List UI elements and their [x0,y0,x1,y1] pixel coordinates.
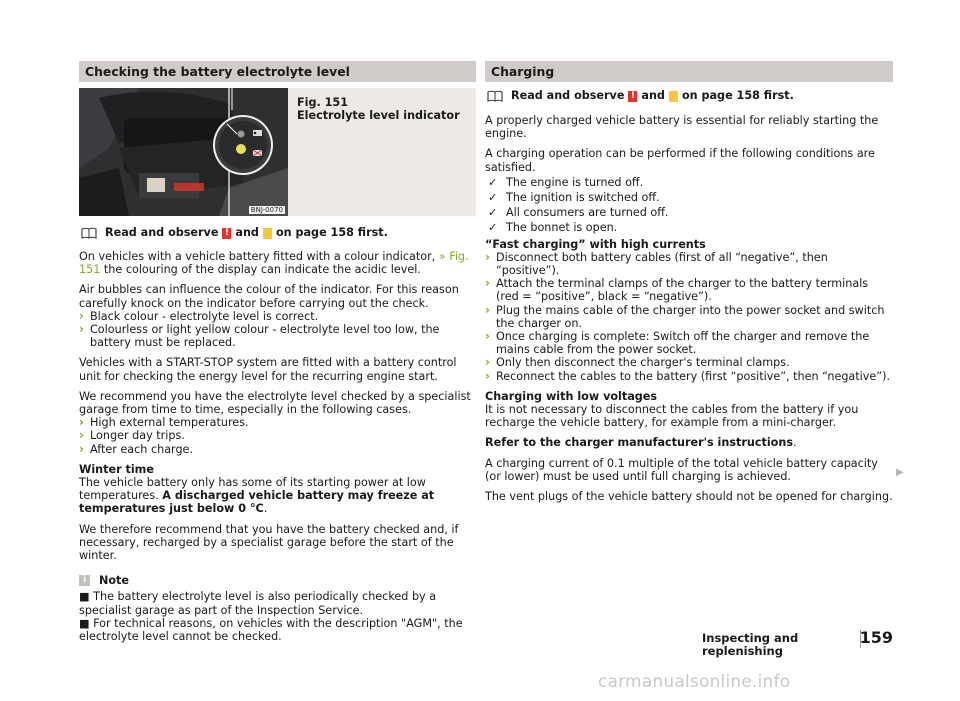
right-body [485,114,893,503]
note-heading [79,574,476,587]
intro-paragraph: A properly charged vehicle battery is essential for reliably starting the engine. [485,114,879,141]
winter-recommend-paragraph: We therefore recommend that you have the battery checked and, if necessary, recharged by a specialist garage before the start of the winter. [79,522,459,563]
chevron-right-icon: › [485,355,490,370]
note-item-text: For technical reasons, on vehicles with the description "AGM", the electrolyte level cannot be checked. [79,616,463,644]
checkmark-icon: ✓ [488,175,498,189]
list-item-text: The bonnet is open. [506,221,618,235]
list-item-text: The ignition is switched off. [506,191,660,205]
book-icon [81,227,97,239]
intro-paragraph [79,250,476,276]
list-item [79,443,476,456]
read-observe-prefix: Read and observe [511,89,625,103]
note-item-text: The battery electrolyte level is also periodically checked by a specialist garage as part of the Inspection Service. [79,590,437,617]
list-item [79,310,476,323]
list-item-text: Only then disconnect the charger's terminal clamps. [496,356,790,370]
read-observe-and: and [235,226,259,240]
left-column [79,61,476,643]
list-item [485,251,893,277]
figure-title: Electrolyte level indicator [297,109,460,122]
chevron-right-icon: › [79,428,84,443]
refer-text: Refer to the charger manufacturer's instructions [485,436,793,450]
left-body [79,250,476,643]
list-item-text: Colourless or light yellow colour - electrolyte level too low, the battery must be replaced. [90,323,440,350]
read-observe-suffix: on page 158 first. [681,89,794,103]
note-item: ■ For technical reasons, on vehicles with the description "AGM", the electrolyte level cannot be checked. [79,616,463,644]
note-icon: i [79,575,90,586]
chevron-right-icon: › [79,308,84,323]
caution-icon[interactable]: ! [263,228,272,239]
list-item [79,429,476,442]
caution-icon[interactable]: ! [669,91,678,102]
read-observe-and: and [641,89,665,103]
chevron-right-icon: › [485,368,490,383]
read-observe-prefix: Read and observe [105,226,219,240]
chevron-right-icon: › [485,276,490,291]
section-title: Checking the battery electrolyte level [79,61,476,82]
refer-end: . [792,436,797,450]
chevron-right-icon: › [79,441,84,456]
conditions-intro: A charging operation can be performed if the following conditions are satisfied. [485,147,875,174]
list-item [485,176,893,189]
list-item-text: High external temperatures. [90,416,249,430]
list-item-text: Black colour - electrolyte level is correct. [90,309,319,323]
list-item-text: Plug the mains cable of the charger into the power socket and switch the charger on. [496,303,885,330]
winter-heading: Winter time [79,462,154,476]
intro-text: On vehicles with a vehicle battery fitted with a colour indicator, [79,250,439,263]
chevron-right-icon: › [485,302,490,317]
vent-plugs-paragraph: The vent plugs of the vehicle battery should not be opened for charging. [485,490,893,504]
list-item-text: All consumers are turned off. [506,206,669,220]
page-number: 159 [859,628,893,647]
winter-warning: A discharged vehicle battery may freeze at temperatures just below 0 °C [79,489,435,516]
read-observe-line [79,226,476,240]
list-item [485,277,893,303]
list-item [485,356,893,369]
book-icon [487,90,503,102]
list-item [485,206,893,219]
refer-paragraph [485,436,893,449]
battery-photo [79,88,288,216]
right-column [485,61,893,510]
list-item [79,323,476,349]
list-item [485,370,893,383]
note-title: Note [99,574,129,588]
start-stop-paragraph: Vehicles with a START-STOP system are fitted with a battery control unit for checking the energy level for the recurring engine start. [79,356,457,383]
list-item [485,221,893,234]
continue-arrow-icon: ▶ [896,467,904,478]
chevron-right-icon: › [79,322,84,337]
list-item-text: The engine is turned off. [506,175,644,189]
list-item [485,304,893,330]
charging-current-paragraph: A charging current of 0.1 multiple of the total vehicle battery capacity (or lower) must be used until full charging is achieved. [485,456,878,483]
checkmark-icon: ✓ [488,206,498,220]
figure-number: Fig. 151 [297,96,348,109]
fast-charging-heading: “Fast charging” with high currents [485,237,706,251]
chevron-right-icon: › [79,415,84,430]
list-item [485,191,893,204]
winter-end: . [263,502,268,516]
warning-icon[interactable]: ! [222,228,231,239]
figure-code: BNJ-0070 [250,206,283,214]
checkmark-icon: ✓ [488,221,498,235]
intro-text-end: the colouring of the display can indicate the acidic level. [100,263,421,277]
page-footer [702,628,893,659]
winter-text: The vehicle battery only has some of its starting power at low temperatures. [79,476,426,503]
low-voltage-heading: Charging with low voltages [485,389,658,403]
checkmark-icon: ✓ [488,191,498,205]
recommend-paragraph: We recommend you have the electrolyte level checked by a specialist garage from time to time, especially in the following cases. [79,389,471,417]
chevron-right-icon: › [485,329,490,344]
list-item-text: Reconnect the cables to the battery (first “positive”, then “negative”). [496,369,891,383]
footer-section-title: Inspecting and replenishing [702,631,799,659]
list-item-text: Attach the terminal clamps of the charger to the battery terminals (red = “positive”, black = “negative”). [496,277,869,304]
list-item-text: Longer day trips. [90,429,185,443]
watermark: carmanualsonline.info [598,672,791,692]
list-item-text: After each charge. [90,442,193,456]
low-voltage-paragraph: It is not necessary to disconnect the cables from the battery if you recharge the vehicle battery, for example from a mini-charger. [485,403,859,430]
warning-icon[interactable]: ! [628,91,637,102]
air-bubbles-paragraph: Air bubbles can influence the colour of the indicator. For this reason carefully knock on the indicator before carrying out the check. [79,283,459,310]
list-item-text: Disconnect both battery cables (first of all “negative”, then “positive”). [496,250,828,278]
list-item [79,416,476,429]
figure-caption [297,96,460,122]
winter-paragraph [79,476,476,516]
note-item: ■ The battery electrolyte level is also periodically checked by a specialist garage as part of the Inspection Service. [79,590,437,617]
chevron-right-icon: › [485,249,490,264]
figure-reference-link[interactable]: » Fig. 151 [79,250,469,277]
list-item [485,330,893,356]
read-observe-line [485,89,893,103]
list-item-text: Once charging is complete: Switch off the charger and remove the mains cable from the power socket. [496,330,870,357]
figure-151 [79,88,476,216]
section-title: Charging [485,61,893,82]
read-observe-suffix: on page 158 first. [275,226,388,240]
